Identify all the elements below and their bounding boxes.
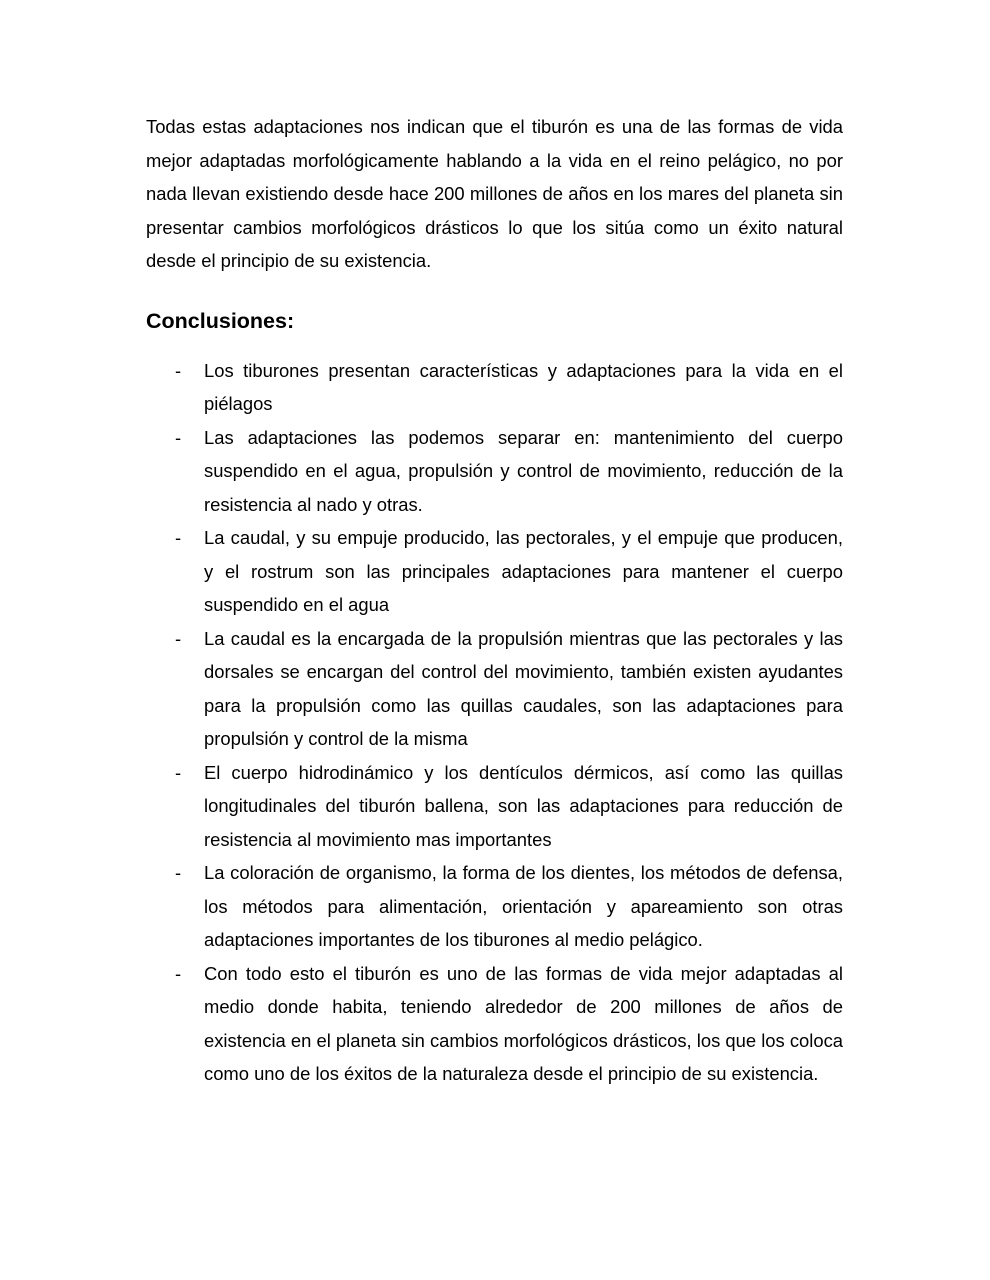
list-item-text: El cuerpo hidrodinámico y los dentículos dérmicos, así como las quillas longitudinales del tiburón ballena, son las adaptaciones para reducción de resistencia al movimiento mas importantes [204,761,843,850]
list-item-text: Los tiburones presentan características y adaptaciones para la vida en el piélagos [204,359,843,415]
bullet-dash: - [175,761,182,783]
list-item [146,622,843,756]
list-item-text: Con todo esto el tiburón es uno de las formas de vida mejor adaptadas al medio donde habita, teniendo alrededor de 200 millones de años de existencia en el planeta sin cambios morfológicos drásticos, los que los coloca como uno de los éxitos de la naturaleza desde el principio de su existencia. [204,962,843,1085]
bullet-dash: - [175,962,182,984]
intro-paragraph: Todas estas adaptaciones nos indican que el tiburón es una de las formas de vida mejor adaptadas morfológicamente hablando a la vida en el reino pelágico, no por nada llevan existiendo desde hace 200 millones de años en los mares del planeta sin presentar cambios morfológicos drásticos lo que los sitúa como un éxito natural desde el principio de su existencia. [146,116,843,272]
list-item [146,756,843,857]
list-item [146,856,843,957]
bullet-dash: - [175,862,182,884]
bullet-dash: - [175,627,182,649]
list-item [146,421,843,522]
list-item [146,521,843,622]
bullet-dash: - [175,527,182,549]
list-item [146,957,843,1091]
document-page [146,110,843,1091]
list-item [146,354,843,421]
conclusions-list [146,354,843,1091]
bullet-dash: - [175,426,182,448]
bullet-dash: - [175,359,182,381]
section-heading-conclusiones: Conclusiones: [146,308,295,333]
list-item-text: La caudal es la encargada de la propulsión mientras que las pectorales y las dorsales se encargan del control del movimiento, también existen ayudantes para la propulsión como las quillas caudales, son las adaptaciones para propulsión y control de la misma [204,627,843,750]
list-item-text: La coloración de organismo, la forma de los dientes, los métodos de defensa, los métodos para alimentación, orientación y apareamiento son otras adaptaciones importantes de los tiburones al medio pelágico. [204,862,843,951]
list-item-text: Las adaptaciones las podemos separar en: mantenimiento del cuerpo suspendido en el agua, propulsión y control de movimiento, reducción de la resistencia al nado y otras. [204,426,843,515]
list-item-text: La caudal, y su empuje producido, las pectorales, y el empuje que producen, y el rostrum son las principales adaptaciones para mantener el cuerpo suspendido en el agua [204,527,843,616]
